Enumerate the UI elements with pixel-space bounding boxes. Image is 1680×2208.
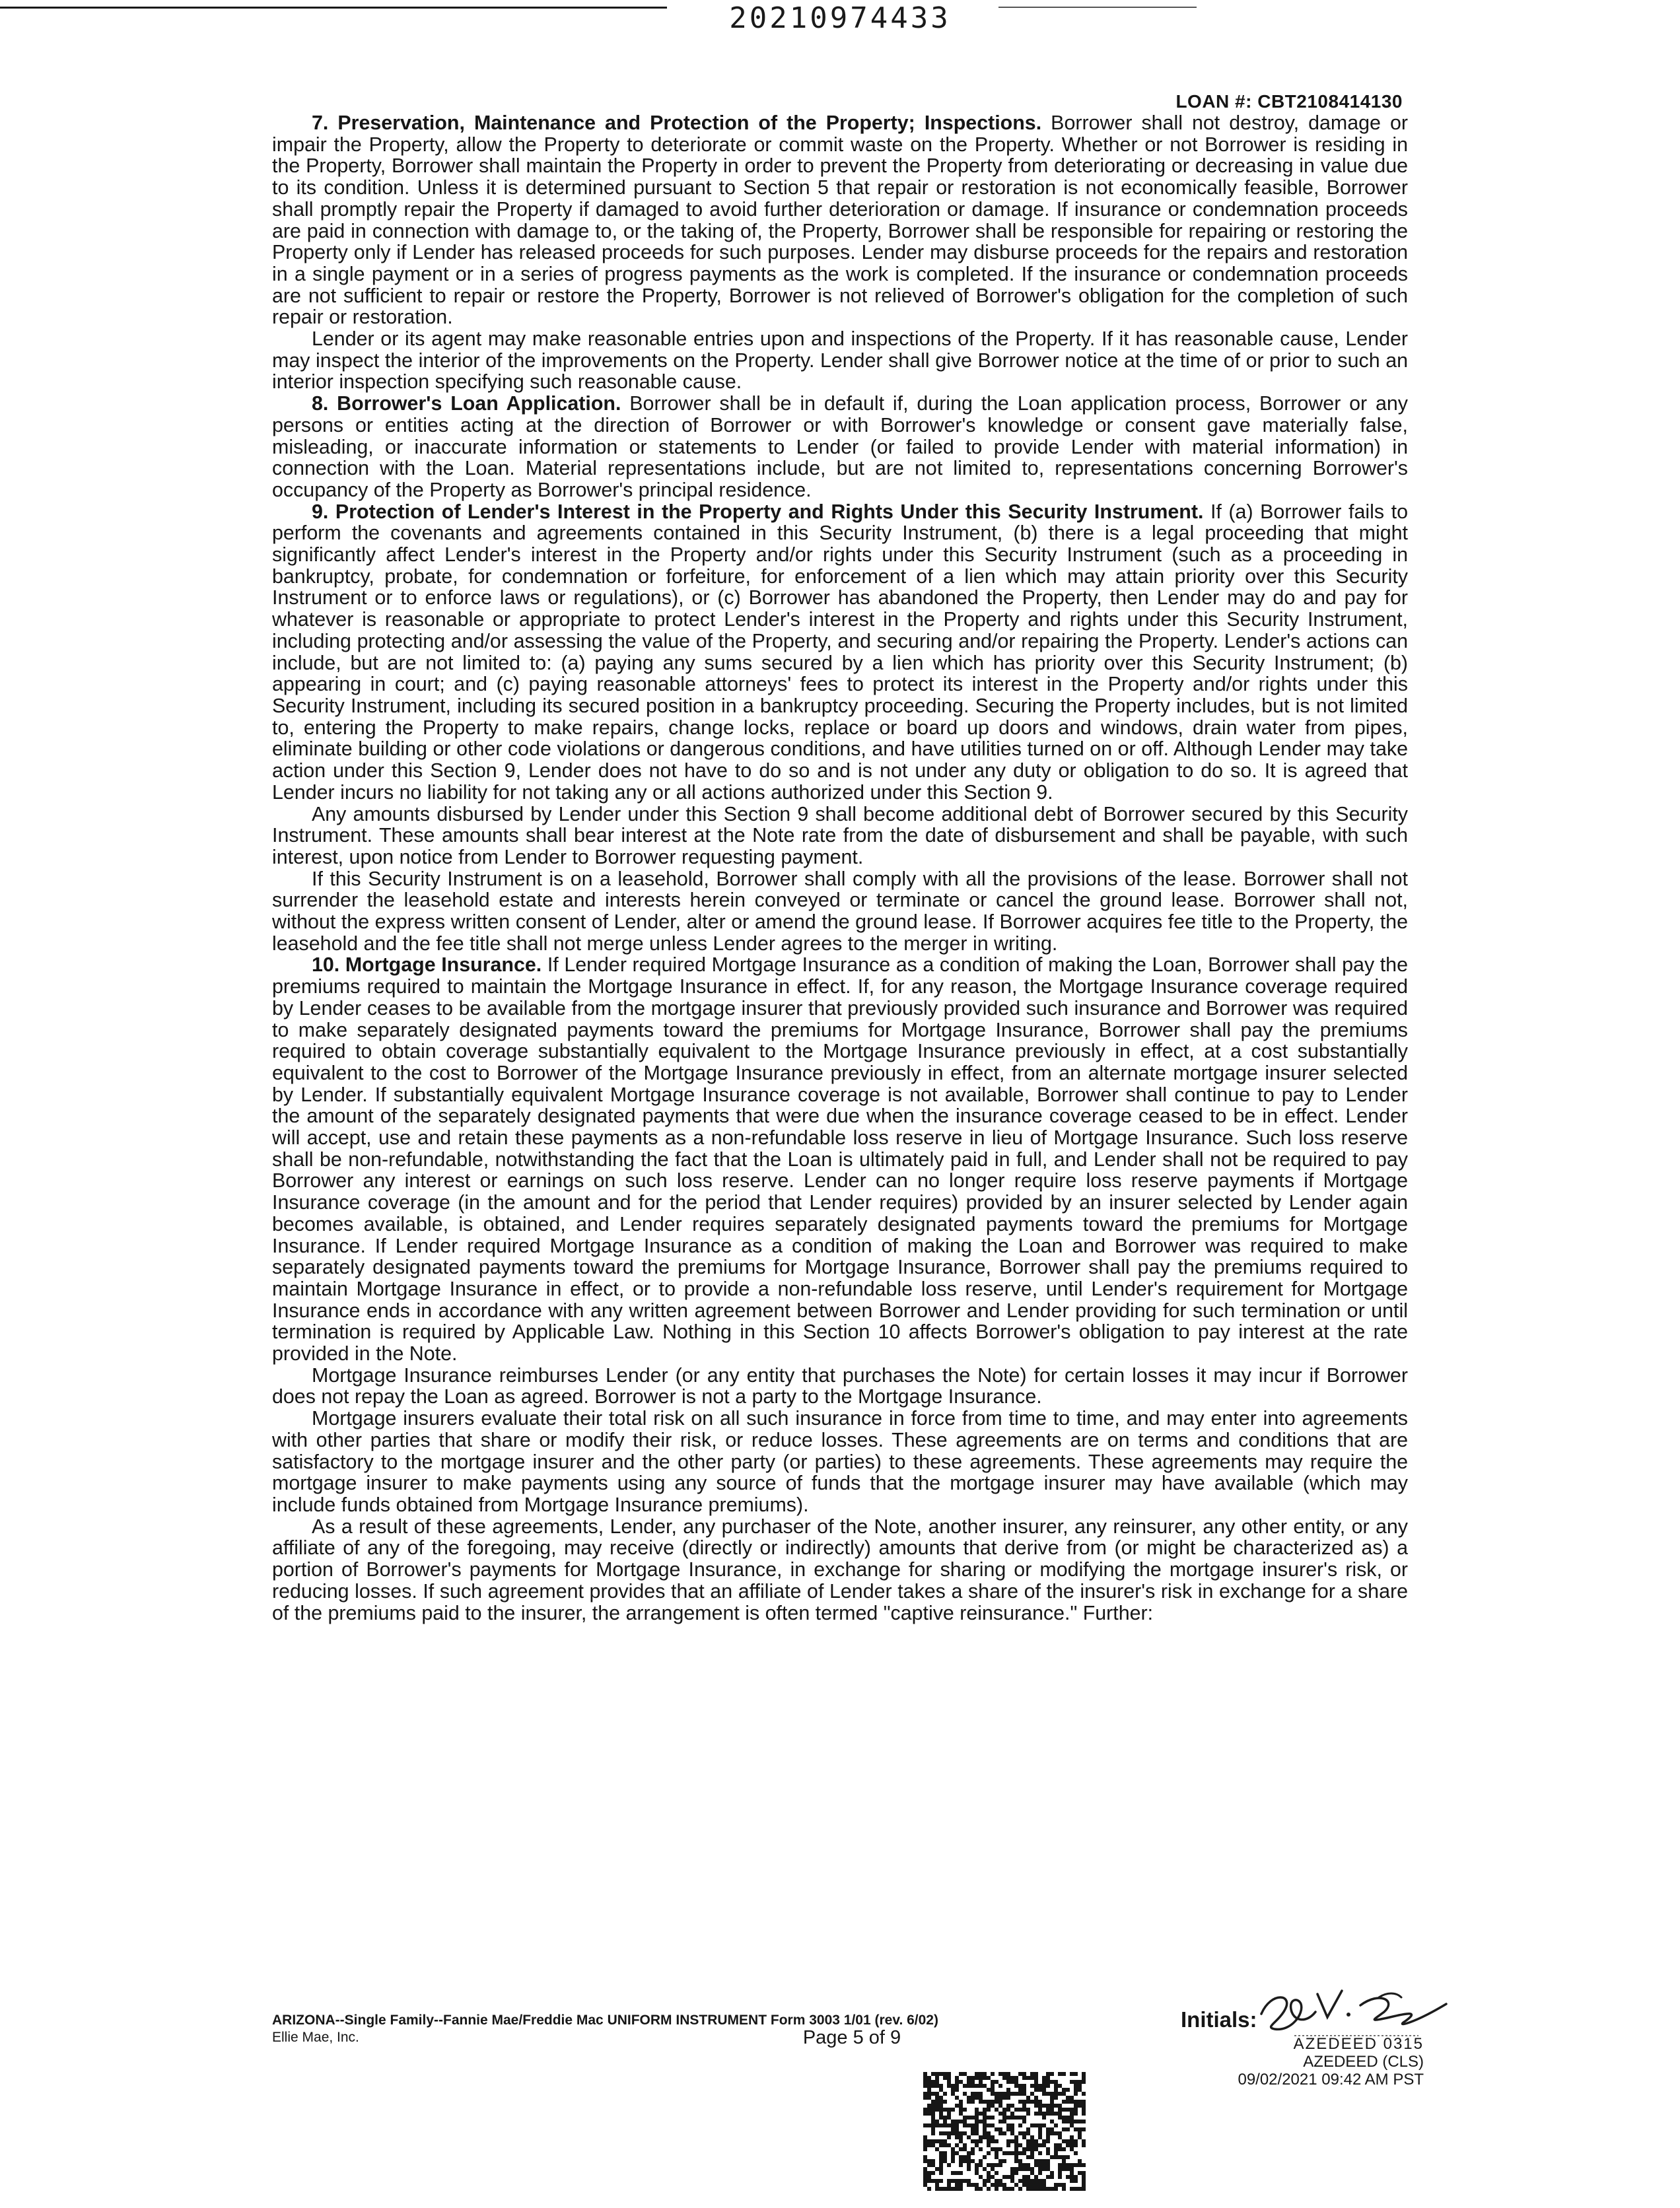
section-10-paragraph-4: As a result of these agreements, Lender, any purchaser of the Note, another insurer, any reinsurer, any other entity, or any affiliate of any of the foregoing, may receive (directly or indirectly) amounts that derive from (or might be characterized as) a portion of Borrower's payments for Mortgage Insurance, in exchange for sharing or modifying the mortgage insurer's risk, or reducing losses. If such agreement provides that an affiliate of Lender takes a share of the insurer's risk in exchange for a share of the premiums paid to the insurer, the arrangement is often termed "captive reinsurance." Further: bbox=[272, 1515, 1408, 1624]
recording-number: 20210974433 bbox=[729, 1, 951, 35]
section-10-title: 10. Mortgage Insurance. bbox=[312, 953, 542, 977]
signature-scribble bbox=[1255, 1978, 1453, 2044]
vendor-name: Ellie Mae, Inc. bbox=[272, 2030, 359, 2045]
section-7 bbox=[272, 112, 1408, 328]
document-timestamp: 09/02/2021 09:42 AM PST bbox=[1238, 2071, 1424, 2088]
section-7-paragraph-2: Lender or its agent may make reasonable entries upon and inspections of the Property. If it has reasonable cause, Lender may inspect the interior of the improvements on the Property. Lender shall give Borrower notice at the time of or prior to such an interior inspection specifying such reasonable cause. bbox=[272, 328, 1408, 394]
section-10-paragraph-3: Mortgage insurers evaluate their total risk on all such insurance in force from time to time, and may enter into agreements with other parties that share or modify their risk, or reduce losses. These agreements are on terms and conditions that are satisfactory to the mortgage insurer and the other party (or parties) to these agreements. These agreements may require the mortgage insurer to make payments using any source of funds that the mortgage insurer may have available (which may include funds obtained from Mortgage Insurance premiums). bbox=[272, 1407, 1408, 1516]
initials-details bbox=[1182, 2035, 1424, 2088]
page-number: Page 5 of 9 bbox=[802, 2027, 901, 2048]
section-8-title: 8. Borrower's Loan Application. bbox=[312, 392, 621, 415]
section-7-title: 7. Preservation, Maintenance and Protection of the Property; Inspections. bbox=[312, 112, 1042, 134]
initials-label: Initials: bbox=[1181, 2007, 1257, 2032]
qr-code-graphic bbox=[923, 2072, 1086, 2191]
initials-cls: AZEDEED (CLS) bbox=[1303, 2053, 1424, 2071]
section-9 bbox=[272, 501, 1408, 804]
initials-code: AZEDEED 0315 bbox=[1293, 2035, 1424, 2053]
section-8 bbox=[272, 393, 1408, 501]
section-9-paragraph-3: If this Security Instrument is on a leasehold, Borrower shall comply with all the provisions of the lease. Borrower shall not surrender the leasehold estate and interests herein conveyed or terminate or cancel the ground lease. Borrower shall not, without the express written consent of Lender, alter or amend the ground lease. If Borrower acquires fee title to the Property, the leasehold and the fee title shall not merge unless Lender agrees to the merger in writing. bbox=[272, 867, 1408, 955]
form-line: ARIZONA--Single Family--Fannie Mae/Freddie Mac UNIFORM INSTRUMENT Form 3003 1/01 (rev. 6/02) bbox=[272, 2013, 938, 2028]
section-9-paragraph-2: Any amounts disbursed by Lender under this Section 9 shall become additional debt of Borrower secured by this Security Instrument. These amounts shall bear interest at the Note rate from the date of disbursement and shall be payable, with such interest, upon notice from Lender to Borrower requesting payment. bbox=[272, 802, 1408, 868]
section-9-title: 9. Protection of Lender's Interest in the Property and Rights Under this Security Instrument. bbox=[312, 500, 1204, 523]
section-7-text: Borrower shall not destroy, damage or impair the Property, allow the Property to deteriorate or commit waste on the Property. Whether or not Borrower is residing in the Property, Borrower shall maintain the Property in order to prevent the Property from deteriorating or decreasing in value due to its condition. Unless it is determined pursuant to Section 5 that repair or restoration is not economically feasible, Borrower shall promptly repair the Property if damaged to avoid further deterioration or damage. If insurance or condemnation proceeds are paid in connection with damage to, or the taking of, the Property, Borrower shall be responsible for repairing or restoring the Property only if Lender has released proceeds for such purposes. Lender may disburse proceeds for the repairs and restoration in a single payment or in a series of progress payments as the work is completed. If the insurance or condemnation proceeds are not sufficient to repair or restore the Property, Borrower is not relieved of Borrower's obligation for the completion of such repair or restoration. bbox=[272, 112, 1408, 329]
document-body bbox=[272, 112, 1408, 1624]
section-10 bbox=[272, 954, 1408, 1364]
section-10-text: If Lender required Mortgage Insurance as a condition of making the Loan, Borrower shall pay the premiums required to maintain the Mortgage Insurance in effect. If, for any reason, the Mortgage Insurance coverage required by Lender ceases to be available from the mortgage insurer that previously provided such insurance and Borrower was required to make separately designated payments toward the premiums for Mortgage Insurance, Borrower shall pay the premiums required to obtain coverage substantially equivalent to the Mortgage Insurance previously in effect, at a cost substantially equivalent to the cost to Borrower of the Mortgage Insurance previously in effect, from an alternate mortgage insurer selected by Lender. If substantially equivalent Mortgage Insurance coverage is not available, Borrower shall continue to pay to Lender the amount of the separately designated payments that were due when the insurance coverage ceased to be in effect. Lender will accept, use and retain these payments as a non-refundable loss reserve in lieu of Mortgage Insurance. Such loss reserve shall be non-refundable, notwithstanding the fact that the Loan is ultimately paid in full, and Lender shall not be required to pay Borrower any interest or earnings on such loss reserve. Lender can no longer require loss reserve payments if Mortgage Insurance coverage (in the amount and for the period that Lender requires) provided by an insurer selected by Lender again becomes available, is obtained, and Lender requires separately designated payments toward the premiums for Mortgage Insurance. If Lender required Mortgage Insurance as a condition of making the Loan and Borrower was required to make separately designated payments toward the premiums for Mortgage Insurance, Borrower shall pay the premiums required to maintain Mortgage Insurance in effect, or to provide a non-refundable loss reserve, until Lender's requirement for Mortgage Insurance ends in accordance with any written agreement between Borrower and Lender providing for such termination or until termination is required by Applicable Law. Nothing in this Section 10 affects Borrower's obligation to pay interest at the rate provided in the Note. bbox=[272, 953, 1408, 1365]
section-9-text: If (a) Borrower fails to perform the covenants and agreements contained in this Security Instrument, (b) there is a legal proceeding that might significantly affect Lender's interest in the Property and/or rights under this Security Instrument (such as a proceeding in bankruptcy, probate, for condemnation or forfeiture, for enforcement of a lien which may attain priority over this Security Instrument or to enforce laws or regulations), or (c) Borrower has abandoned the Property, then Lender may do and pay for whatever is reasonable or appropriate to protect Lender's interest in the Property and rights under this Security Instrument, including protecting and/or assessing the value of the Property, and securing and/or repairing the Property. Lender's actions can include, but are not limited to: (a) paying any sums secured by a lien which has priority over this Security Instrument; (b) appearing in court; and (c) paying reasonable attorneys' fees to protect its interest in the Property and/or rights under this Security Instrument, including its secured position in a bankruptcy proceeding. Securing the Property includes, but is not limited to, entering the Property to make repairs, change locks, replace or board up doors and windows, drain water from pipes, eliminate building or other code violations or dangerous conditions, and have utilities turned on or off. Although Lender may take action under this Section 9, Lender does not have to do so and is not under any duty or obligation to do so. It is agreed that Lender incurs no liability for not taking any or all actions authorized under this Section 9. bbox=[272, 500, 1408, 804]
section-10-paragraph-2: Mortgage Insurance reimburses Lender (or any entity that purchases the Note) for certain losses it may incur if Borrower does not repay the Loan as agreed. Borrower is not a party to the Mortgage Insurance. bbox=[272, 1363, 1408, 1408]
section-8-text: Borrower shall be in default if, during the Loan application process, Borrower or any persons or entities acting at the direction of Borrower or with Borrower's knowledge or consent gave materially false, misleading, or inaccurate information or statements to Lender (or failed to provide Lender with material information) in connection with the Loan. Material representations include, but are not limited to, representations concerning Borrower's occupancy of the Property as Borrower's principal residence. bbox=[272, 392, 1408, 501]
loan-number: LOAN #: CBT2108414130 bbox=[1175, 91, 1403, 112]
qr-code bbox=[923, 2072, 1086, 2194]
